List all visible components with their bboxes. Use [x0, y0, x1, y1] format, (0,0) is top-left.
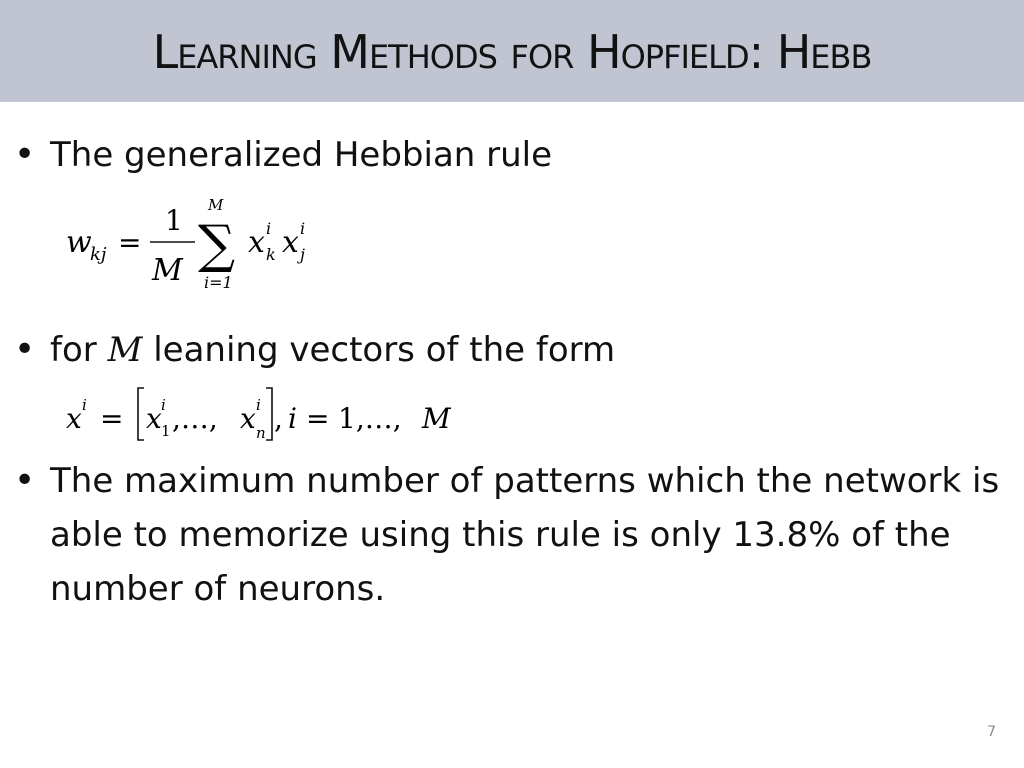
x-j-symbol: x — [282, 225, 299, 260]
left-bracket — [138, 388, 144, 440]
sum-upper-limit: M — [208, 196, 224, 214]
bullet-text-1: The generalized Hebbian rule — [50, 135, 553, 175]
x-j-superscript: i — [300, 219, 306, 238]
summation-symbol: ∑ — [198, 215, 236, 275]
vector-form-equation — [60, 382, 500, 452]
equals-sign: = — [118, 226, 142, 259]
weight-symbol: w — [66, 225, 92, 260]
ellipsis-1: ,…, — [172, 402, 218, 435]
index-range: 1,…, — [338, 402, 402, 435]
title-bar — [0, 0, 1024, 102]
bullet-marker-3: • — [14, 460, 36, 501]
x-last-superscript: i — [256, 396, 261, 414]
bullet-marker-2: • — [14, 329, 36, 370]
equals-sign: = — [100, 402, 124, 435]
x-vector-superscript: i — [82, 396, 87, 414]
x-k-symbol: x — [248, 225, 265, 260]
fraction-denominator: M — [152, 253, 183, 288]
right-bracket — [266, 388, 272, 440]
bullet-marker-1: • — [14, 134, 36, 175]
hebbian-rule-equation — [60, 190, 340, 298]
x-last-subscript: n — [256, 424, 266, 442]
bullet-2-suffix: leaning vectors of the form — [142, 330, 616, 370]
equals-sign-2: = — [306, 402, 330, 435]
x-first-symbol: x — [146, 402, 162, 435]
range-upper: M — [422, 402, 451, 435]
x-first-superscript: i — [161, 396, 166, 414]
x-first-subscript: 1 — [161, 422, 171, 440]
x-j-subscript: j — [300, 245, 305, 264]
slide-number: 7 — [987, 724, 996, 740]
slide-title: Learning Methods for Hopfield: Hebb — [152, 25, 872, 79]
x-vector-symbol: x — [66, 402, 82, 435]
bullet-text-3: The maximum number of patterns which the network is able to memorize using this rule is only 13.8% of the number of neurons. — [50, 461, 1000, 609]
x-k-superscript: i — [266, 219, 272, 238]
bullet-2-prefix: for — [50, 330, 108, 370]
bullet-text-2 — [50, 323, 1000, 377]
index-symbol: i — [288, 402, 297, 435]
fraction-numerator: 1 — [165, 204, 183, 237]
bullet-2-variable: M — [107, 330, 143, 370]
weight-subscript: kj — [90, 244, 107, 265]
x-last-symbol: x — [240, 402, 256, 435]
x-k-subscript: k — [266, 245, 276, 264]
separator-comma: , — [274, 402, 283, 435]
sum-lower-limit: i=1 — [204, 273, 233, 292]
